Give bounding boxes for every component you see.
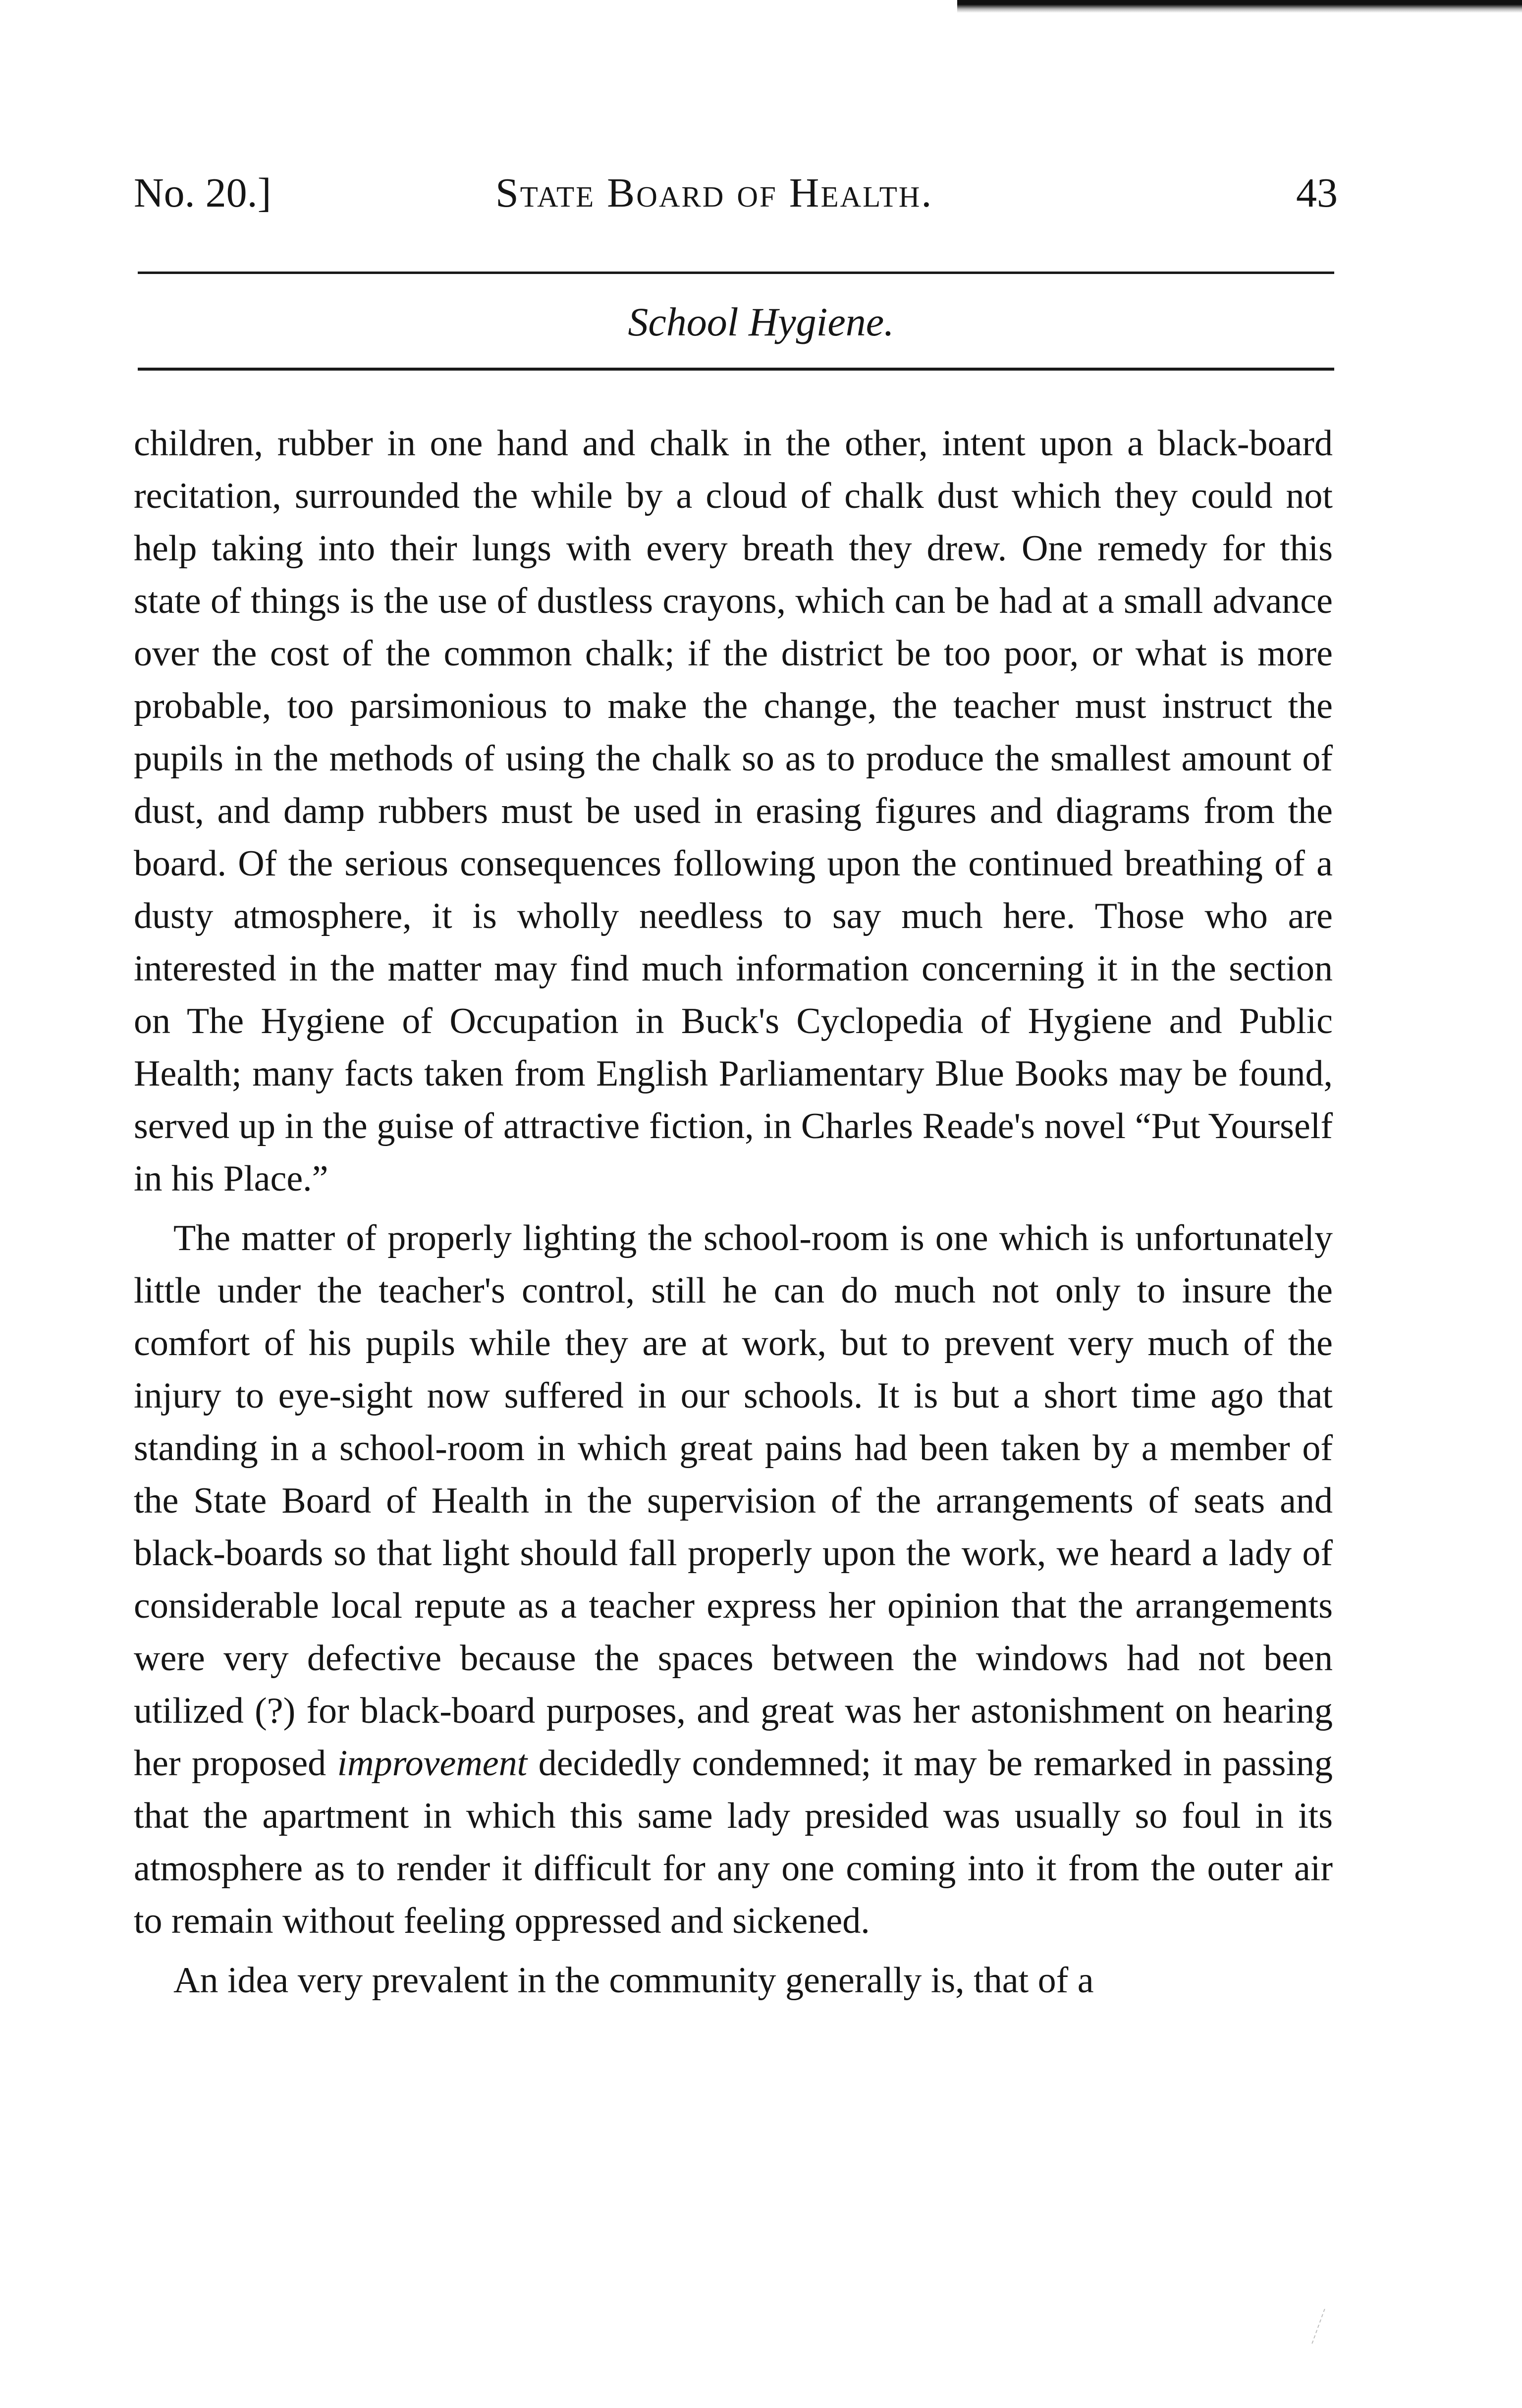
section-title: School Hygiene. xyxy=(628,299,894,344)
page-number: 43 xyxy=(1296,170,1338,216)
paragraph-lighting-part-2: decidedly condemned; it may be remarked in passing that the apartment in which this same lady presided was usually so foul in its atmosphere as to render it difficult for any one coming into it from the outer air to remain without feeling oppressed and sickened. xyxy=(134,1743,1333,1941)
document-number: No. 20.] xyxy=(134,170,272,216)
scan-artifact-mark xyxy=(1297,2309,1325,2344)
paragraph-lighting-part-1: The matter of properly lighting the school-room is one which is unfortunately little under the teacher's control, still he can do much not only to insure the comfort of his pupils while they are at work, but to prevent very much of the injury to eye-sight now suffered in our schools. It is but a short time ago that standing in a school-room in which great pains had been taken by a member of the State Board of Health in the supervision of the arrangements of seats and black-boards so that light should fall properly upon the work, we heard a lady of considerable local repute as a teacher express her opinion that the arrangements were very defective because the spaces between the windows had not been utilized (?) for black-board purposes, and great was her astonishment on hearing her proposed xyxy=(134,1218,1333,1784)
running-header xyxy=(134,166,1338,220)
header-rule-top xyxy=(138,272,1334,274)
header-rule-bottom xyxy=(138,368,1334,371)
body-text xyxy=(134,417,1333,2007)
scan-edge-mark xyxy=(957,0,1522,13)
running-title: State Board of Health. xyxy=(495,170,933,216)
paragraph-continued: children, rubber in one hand and chalk in the other, intent upon a black-board recitation, surrounded the while by a cloud of chalk dust which they could not help taking into their lungs with every breath they drew. One remedy for this state of things is the use of dustless crayons, which can be had at a small advance over the cost of the common chalk; if the district be too poor, or what is more probable, too parsimonious to make the change, the teacher must instruct the pupils in the methods of using the chalk so as to produce the smallest amount of dust, and damp rubbers must be used in erasing figures and diagrams from the board. Of the serious consequences following upon the continued breathing of a dusty atmosphere, it is wholly needless to say much here. Those who are interested in the matter may find much information concerning it in the section on The Hygiene of Occupation in Buck's Cyclopedia of Hygiene and Public Health; many facts taken from English Parliamentary Blue Books may be found, served up in the guise of attractive fiction, in Charles Reade's novel “Put Yourself in his Place.” xyxy=(134,423,1333,1199)
paragraph-lighting xyxy=(134,1212,1333,1947)
emphasis-improvement: improvement xyxy=(337,1743,528,1784)
paragraph-idea: An idea very prevalent in the community generally is, that of a xyxy=(173,1960,1094,2001)
